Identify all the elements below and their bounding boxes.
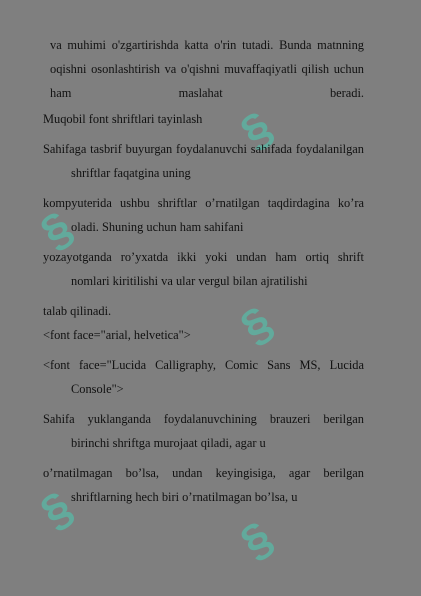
watermark-glyph: § xyxy=(230,510,282,569)
code-line: <font face="arial, helvetica"> xyxy=(43,328,191,342)
watermark-glyph: § xyxy=(30,200,82,259)
paragraph: kompyuterida ushbu shriftlar o’rnatilgan taqdirdagina ko’ra oladi. Shuning uchun ham sahifani xyxy=(43,196,364,234)
watermark-glyph: § xyxy=(30,480,82,539)
paragraph: yozayotganda ro’yxatda ikki yoki undan ham ortiq shrift nomlari kiritilishi va ular vergul bilan ajratilishi xyxy=(43,250,364,288)
document-body xyxy=(43,33,364,509)
paragraph: Sahifaga tasbrif buyurgan foydalanuvchi sahifada foydalanilgan shriftlar faqatgina uning xyxy=(43,142,364,180)
section-heading: Muqobil font shriftlari tayinlash xyxy=(43,112,203,126)
watermark-glyph: § xyxy=(230,295,282,354)
paragraph: va muhimi o'zgartirishda katta o'rin tutadi. Bunda matnning oqishni osonlashtirish va o'qishni muvaffaqiyatli qilish uchun ham maslahat beradi. xyxy=(50,38,364,100)
paragraph: talab qilinadi. xyxy=(43,304,112,318)
paragraph: Sahifa yuklanganda foydalanuvchining brauzeri berilgan birinchi shriftga murojaat qiladi, agar u xyxy=(43,412,364,450)
watermark-glyph: § xyxy=(230,100,282,159)
paragraph: o’rnatilmagan bo’lsa, undan keyingisiga, agar berilgan shriftlarning hech biri o’rnatilmagan bo’lsa, u xyxy=(43,466,364,504)
code-line: <font face="Lucida Calligraphy, Comic Sans MS, Lucida Console"> xyxy=(43,358,364,396)
